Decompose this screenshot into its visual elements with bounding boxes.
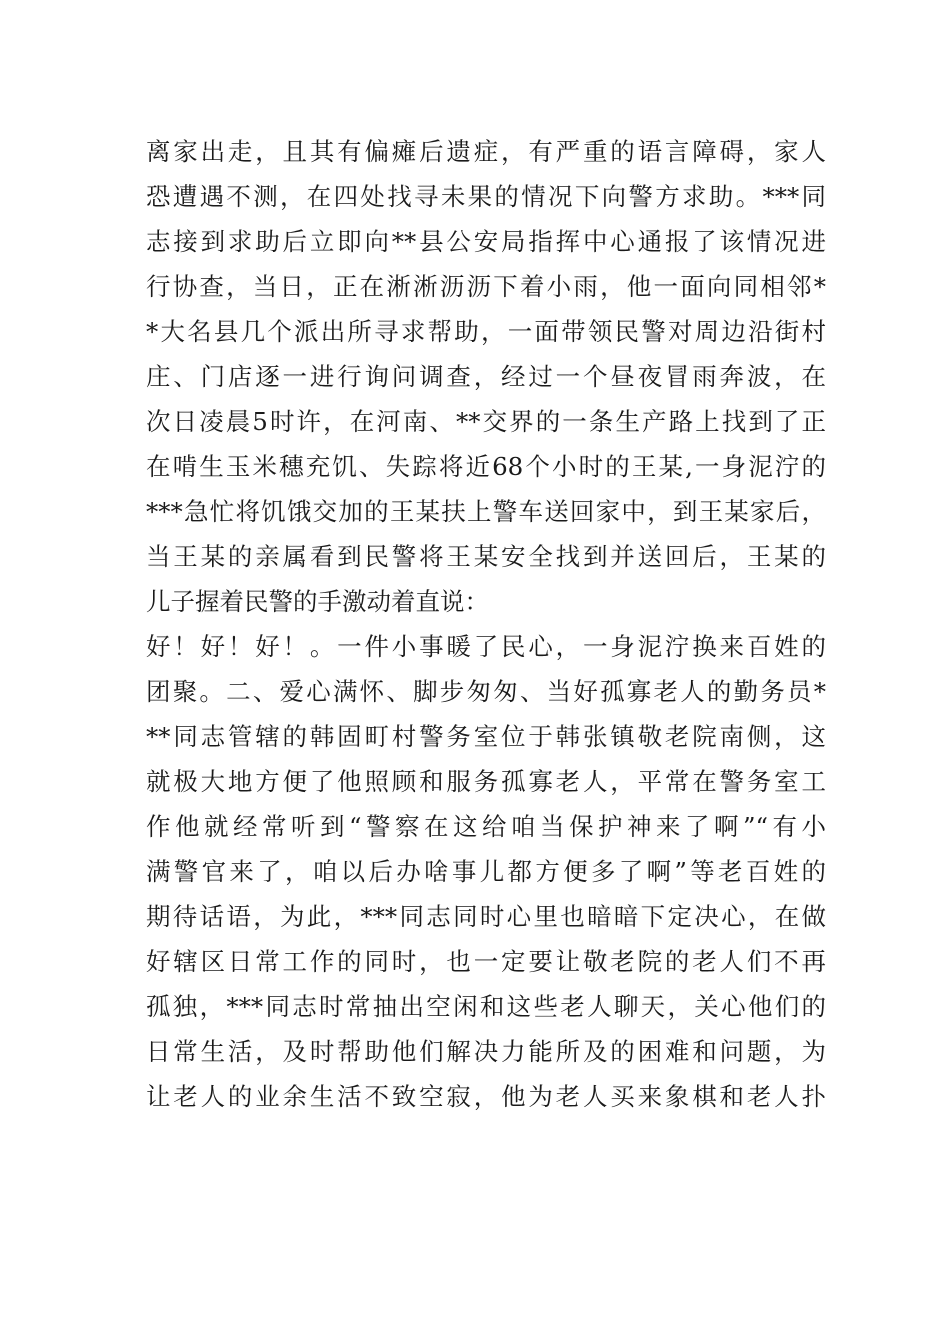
- text-line: 孤独，***同志时常抽出空闲和这些老人聊天，关心他们的: [146, 992, 826, 1021]
- text-line: 期待话语，为此，***同志同时心里也暗暗下定决心，在做: [146, 902, 826, 931]
- text-line: 在啃生玉米穗充饥、失踪将近68个小时的王某,一身泥泞的: [146, 452, 826, 481]
- text-line: ***急忙将饥饿交加的王某扶上警车送回家中，到王某家后，: [146, 497, 826, 526]
- text-line: 满警官来了，咱以后办啥事儿都方便多了啊”等老百姓的: [146, 857, 826, 886]
- text-line: 离家出走，且其有偏瘫后遗症，有严重的语言障碍，家人: [146, 137, 826, 166]
- text-line: 志接到求助后立即向**县公安局指挥中心通报了该情况进: [146, 227, 826, 256]
- text-line: 让老人的业余生活不致空寂，他为老人买来象棋和老人扑: [146, 1082, 826, 1111]
- text-line: **同志管辖的韩固町村警务室位于韩张镇敬老院南侧，这: [146, 722, 826, 751]
- text-line: 就极大地方便了他照顾和服务孤寡老人，平常在警务室工: [146, 767, 826, 796]
- text-line: 恐遭遇不测，在四处找寻未果的情况下向警方求助。***同: [146, 182, 826, 211]
- body-text: [146, 129, 826, 1119]
- text-line: 当王某的亲属看到民警将王某安全找到并送回后，王某的: [146, 542, 826, 571]
- text-line: 儿子握着民警的手激动着直说：: [146, 587, 489, 616]
- text-line: 作他就经常听到“警察在这给咱当保护神来了啊”“有小: [146, 812, 826, 841]
- text-line: 团聚。二、爱心满怀、脚步匆匆、当好孤寡老人的勤务员*: [146, 677, 826, 706]
- text-line: *大名县几个派出所寻求帮助，一面带领民警对周边沿街村: [146, 317, 826, 346]
- text-line: 行协查，当日，正在淅淅沥沥下着小雨，他一面向同相邻*: [146, 272, 826, 301]
- text-line: 庄、门店逐一进行询问调查，经过一个昼夜冒雨奔波，在: [146, 362, 826, 391]
- text-line: 好！好！好！。一件小事暖了民心，一身泥泞换来百姓的: [146, 632, 826, 661]
- text-line: 好辖区日常工作的同时，也一定要让敬老院的老人们不再: [146, 947, 826, 976]
- text-line: 日常生活，及时帮助他们解决力能所及的困难和问题，为: [146, 1037, 826, 1066]
- text-line: 次日凌晨5时许，在河南、**交界的一条生产路上找到了正: [146, 407, 826, 436]
